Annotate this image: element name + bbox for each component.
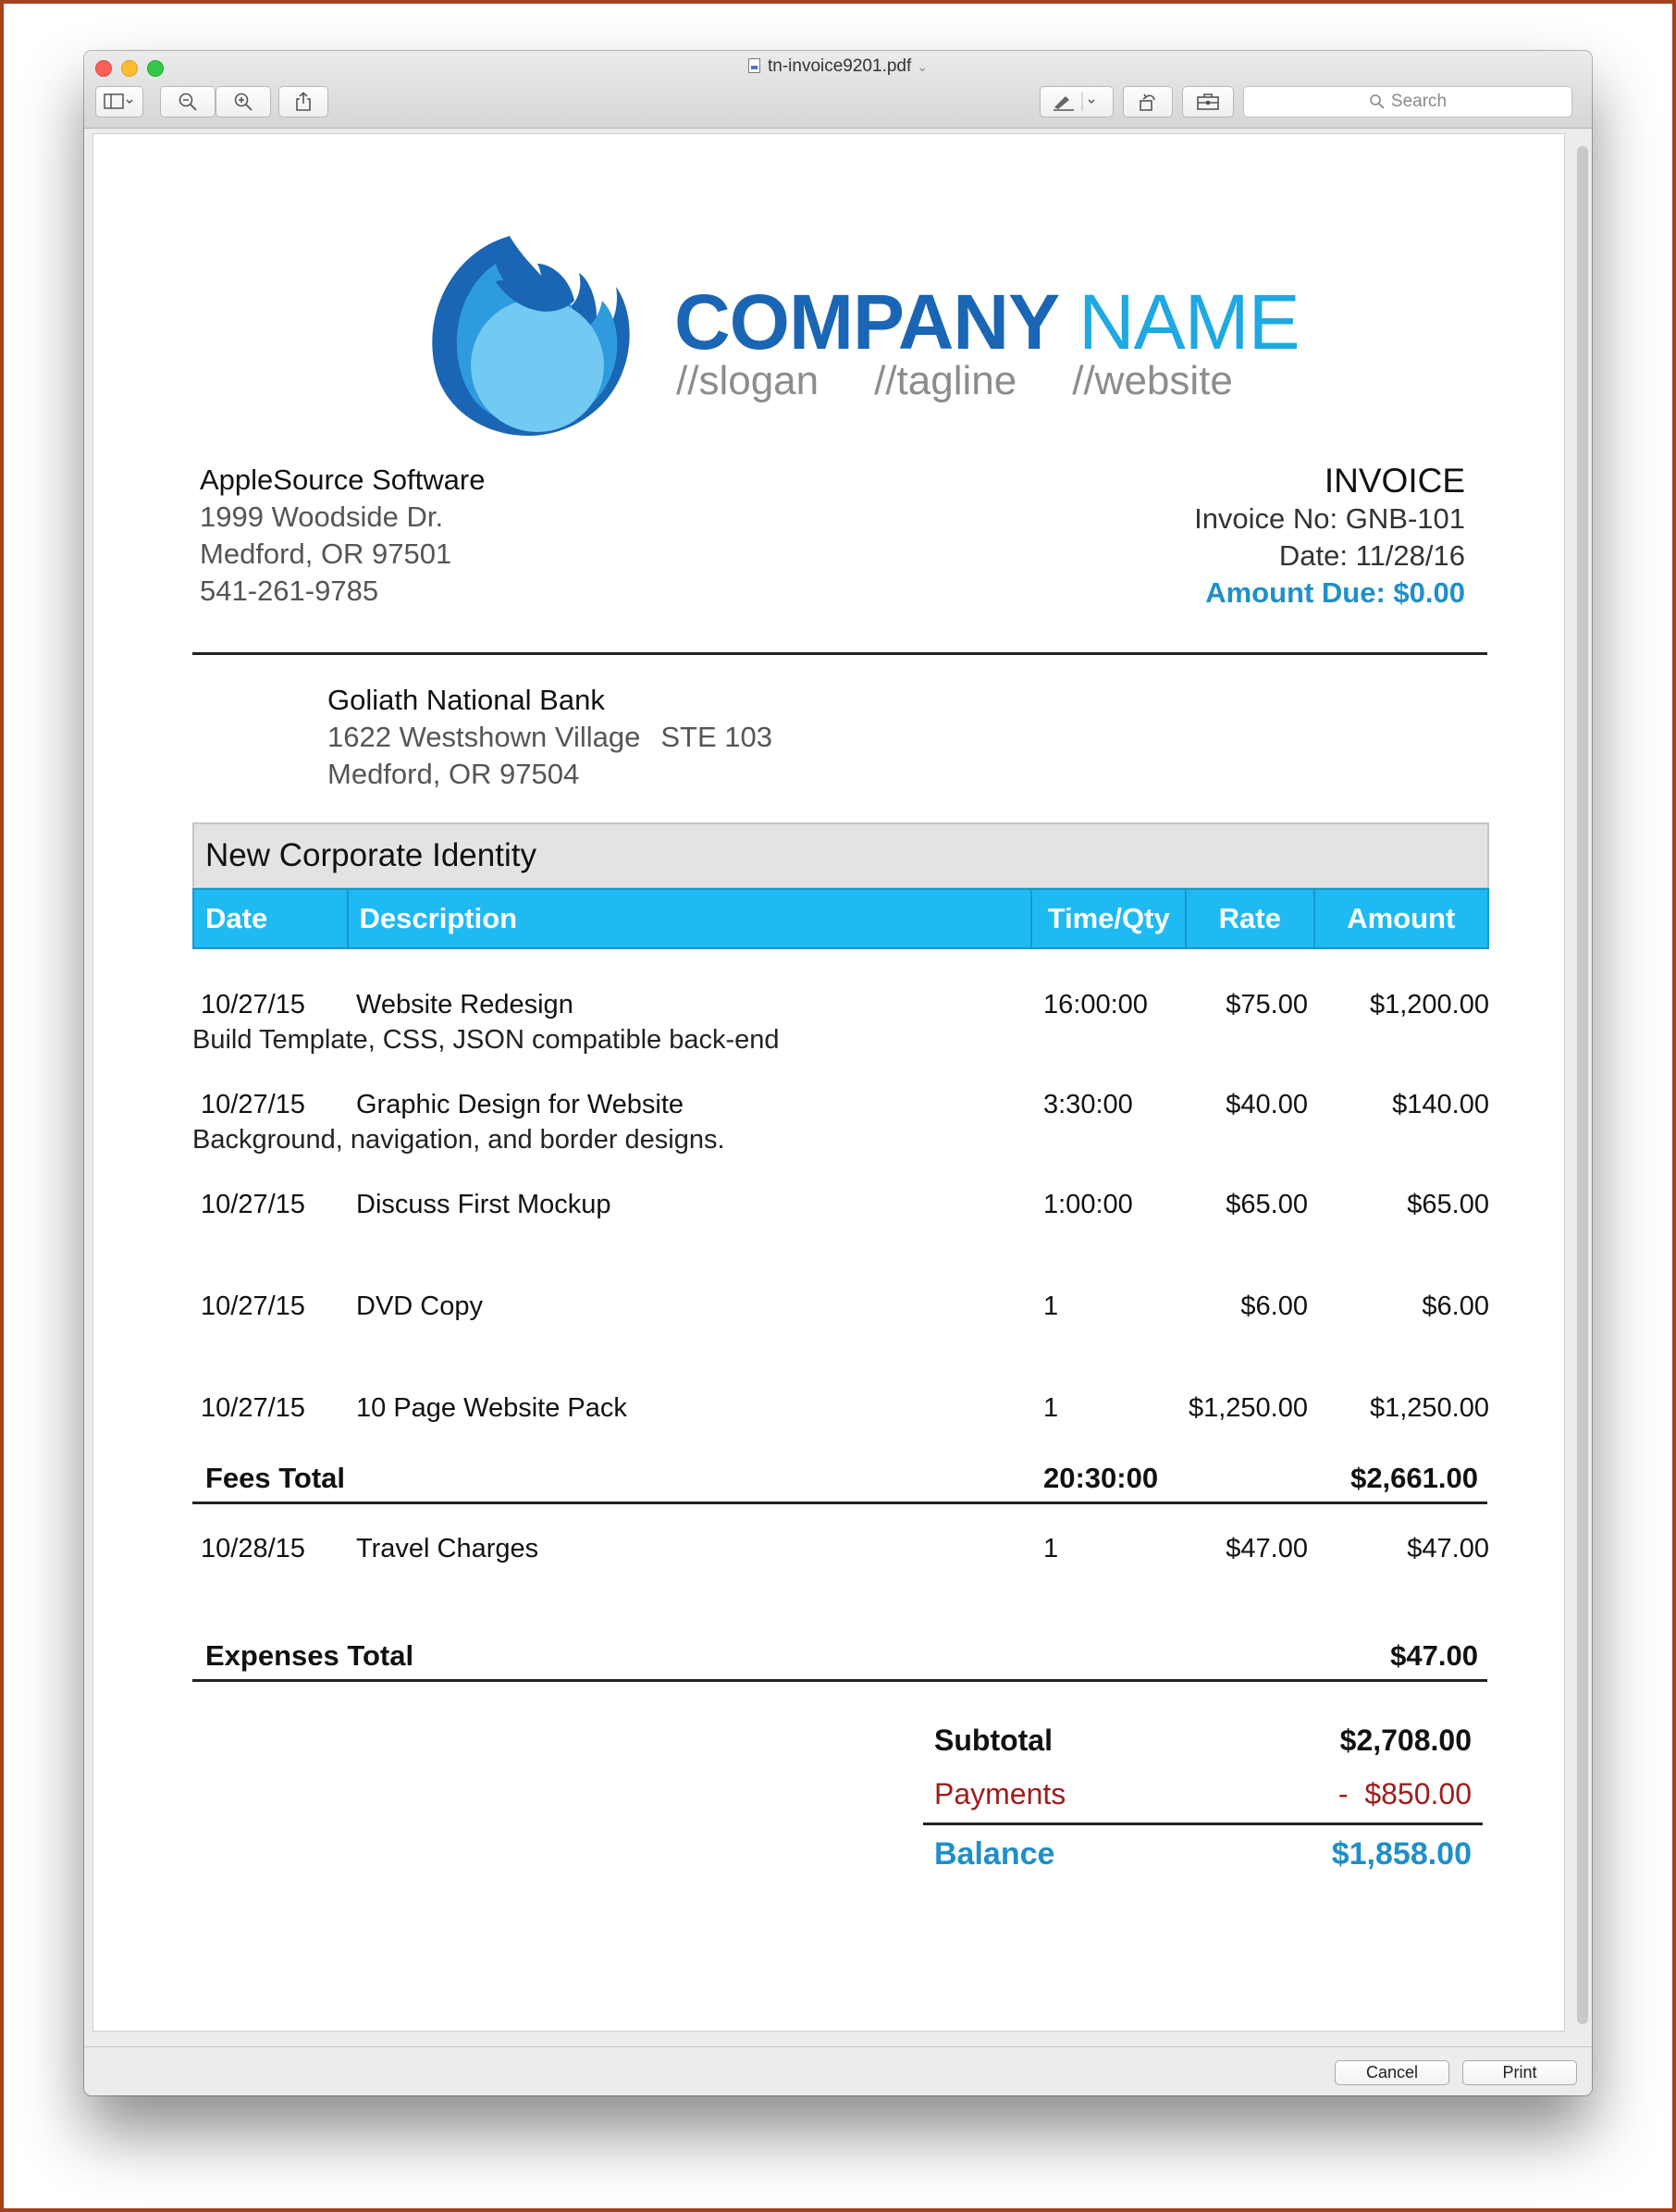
row-qty: 1 bbox=[1043, 1393, 1059, 1423]
row-qty: 1 bbox=[1043, 1534, 1059, 1563]
balance-value: $1,858.00 bbox=[1331, 1836, 1472, 1872]
row-amount: $1,200.00 bbox=[1369, 990, 1489, 1019]
preview-window bbox=[84, 51, 1592, 2095]
share-button[interactable] bbox=[278, 86, 328, 117]
row-rate: $65.00 bbox=[1226, 1190, 1308, 1219]
expenses-total-divider bbox=[192, 1679, 1487, 1682]
payments-label: Payments bbox=[934, 1777, 1066, 1810]
row-description: DVD Copy bbox=[356, 1291, 483, 1321]
fees-total-amount: $2,661.00 bbox=[1350, 1462, 1478, 1494]
row-description: Website Redesign bbox=[356, 990, 573, 1019]
row-description: Discuss First Mockup bbox=[356, 1190, 611, 1219]
company-name-logo bbox=[674, 278, 1300, 367]
pen-icon bbox=[1052, 93, 1102, 111]
column-amount: Amount bbox=[1347, 902, 1456, 934]
row-description: Travel Charges bbox=[356, 1534, 539, 1563]
amount-due: Amount Due: $0.00 bbox=[1205, 576, 1465, 609]
logo-tagline: //tagline bbox=[874, 358, 1017, 403]
row-date: 10/28/15 bbox=[201, 1534, 305, 1563]
row-qty: 1 bbox=[1043, 1291, 1059, 1321]
title-bar bbox=[84, 51, 1592, 129]
row-date: 10/27/15 bbox=[201, 1090, 305, 1119]
row-amount: $1,250.00 bbox=[1369, 1393, 1489, 1423]
invoice-date: Date: 11/28/16 bbox=[1278, 539, 1465, 572]
row-rate: $40.00 bbox=[1226, 1090, 1308, 1119]
recipient-name: Goliath National Bank bbox=[327, 684, 605, 716]
row-note: Build Template, CSS, JSON compatible back-end bbox=[192, 1025, 780, 1055]
sender-address bbox=[200, 462, 485, 610]
balance-divider bbox=[923, 1823, 1483, 1825]
project-title: New Corporate Identity bbox=[192, 822, 1489, 889]
search-input[interactable] bbox=[1243, 86, 1572, 117]
header-divider bbox=[192, 652, 1487, 655]
column-rate: Rate bbox=[1187, 890, 1315, 947]
row-description: 10 Page Website Pack bbox=[356, 1393, 627, 1423]
row-qty: 3:30:00 bbox=[1043, 1090, 1133, 1119]
recipient-street: 1622 Westshown Village bbox=[327, 721, 641, 753]
row-rate: $47.00 bbox=[1226, 1534, 1308, 1563]
search-icon bbox=[1369, 93, 1386, 110]
row-date: 10/27/15 bbox=[201, 1393, 305, 1423]
row-rate: $6.00 bbox=[1240, 1291, 1308, 1321]
recipient-suite: STE 103 bbox=[660, 721, 772, 753]
fees-total-qty: 20:30:00 bbox=[1043, 1462, 1159, 1494]
document-title-text: tn-invoice9201.pdf bbox=[767, 56, 912, 76]
sidebar-icon bbox=[104, 93, 135, 110]
logo-taglines bbox=[676, 358, 1288, 404]
row-amount: $47.00 bbox=[1407, 1534, 1489, 1563]
column-date: Date bbox=[194, 890, 349, 947]
cancel-button[interactable]: Cancel bbox=[1335, 2060, 1449, 2085]
print-panel-bar bbox=[84, 2046, 1592, 2095]
row-date: 10/27/15 bbox=[201, 1190, 305, 1219]
document-viewer[interactable] bbox=[84, 130, 1592, 2031]
sender-phone: 541-261-9785 bbox=[200, 575, 379, 607]
document-title[interactable] bbox=[84, 56, 1592, 77]
logo-slogan: //slogan bbox=[676, 358, 820, 403]
row-date: 10/27/15 bbox=[201, 990, 305, 1019]
zoom-out-button[interactable] bbox=[160, 86, 216, 117]
expenses-total-label: Expenses Total bbox=[205, 1639, 414, 1672]
row-amount: $140.00 bbox=[1392, 1090, 1489, 1119]
column-description: Description bbox=[349, 890, 1033, 947]
fees-total-divider bbox=[192, 1501, 1487, 1504]
row-date: 10/27/15 bbox=[201, 1291, 305, 1321]
recipient-city: Medford, OR 97504 bbox=[327, 758, 580, 790]
recipient-address bbox=[327, 682, 772, 793]
payments-value: - $850.00 bbox=[1337, 1777, 1472, 1810]
company-logo-icon bbox=[408, 227, 648, 449]
vertical-scrollbar[interactable] bbox=[1577, 146, 1588, 2024]
logo-website: //website bbox=[1072, 358, 1233, 403]
print-button[interactable]: Print bbox=[1462, 2060, 1577, 2085]
sidebar-toggle-button[interactable] bbox=[95, 86, 143, 117]
row-amount: $6.00 bbox=[1422, 1291, 1489, 1321]
row-description: Graphic Design for Website bbox=[356, 1090, 684, 1119]
invoice-header bbox=[1194, 462, 1465, 612]
subtotal-label: Subtotal bbox=[934, 1724, 1053, 1757]
sender-street: 1999 Woodside Dr. bbox=[200, 500, 444, 533]
toolbox-icon bbox=[1196, 93, 1220, 111]
column-time-qty: Time/Qty bbox=[1032, 890, 1187, 947]
sender-city: Medford, OR 97501 bbox=[200, 538, 452, 570]
row-note: Background, navigation, and border designs. bbox=[192, 1125, 725, 1155]
logo-word-name: NAME bbox=[1078, 278, 1300, 365]
markup-button[interactable] bbox=[1040, 86, 1114, 117]
invoice-title: INVOICE bbox=[1324, 462, 1465, 500]
balance-label: Balance bbox=[934, 1836, 1055, 1872]
row-rate: $1,250.00 bbox=[1188, 1393, 1308, 1423]
zoom-in-icon bbox=[233, 92, 253, 112]
logo-word-company: COMPANY bbox=[674, 278, 1058, 365]
row-rate: $75.00 bbox=[1226, 990, 1308, 1019]
toolbox-button[interactable] bbox=[1182, 86, 1234, 117]
chevron-down-icon: ⌄ bbox=[917, 59, 928, 74]
rotate-button[interactable] bbox=[1123, 86, 1173, 117]
pdf-page bbox=[93, 134, 1564, 2031]
search-placeholder: Search bbox=[1390, 92, 1448, 111]
pdf-file-icon bbox=[748, 58, 760, 73]
invoice-number: Invoice No: GNB-101 bbox=[1194, 502, 1465, 535]
fees-total-label: Fees Total bbox=[205, 1462, 346, 1494]
rotate-icon bbox=[1138, 92, 1158, 112]
share-icon bbox=[295, 92, 312, 112]
zoom-out-icon bbox=[178, 92, 198, 112]
sender-name: AppleSource Software bbox=[200, 463, 486, 496]
expenses-total-amount: $47.00 bbox=[1390, 1639, 1478, 1672]
zoom-in-button[interactable] bbox=[216, 86, 271, 117]
table-header bbox=[192, 888, 1489, 949]
row-qty: 16:00:00 bbox=[1043, 990, 1148, 1019]
subtotal-value: $2,708.00 bbox=[1339, 1724, 1472, 1757]
row-amount: $65.00 bbox=[1407, 1190, 1489, 1219]
row-qty: 1:00:00 bbox=[1043, 1190, 1133, 1219]
